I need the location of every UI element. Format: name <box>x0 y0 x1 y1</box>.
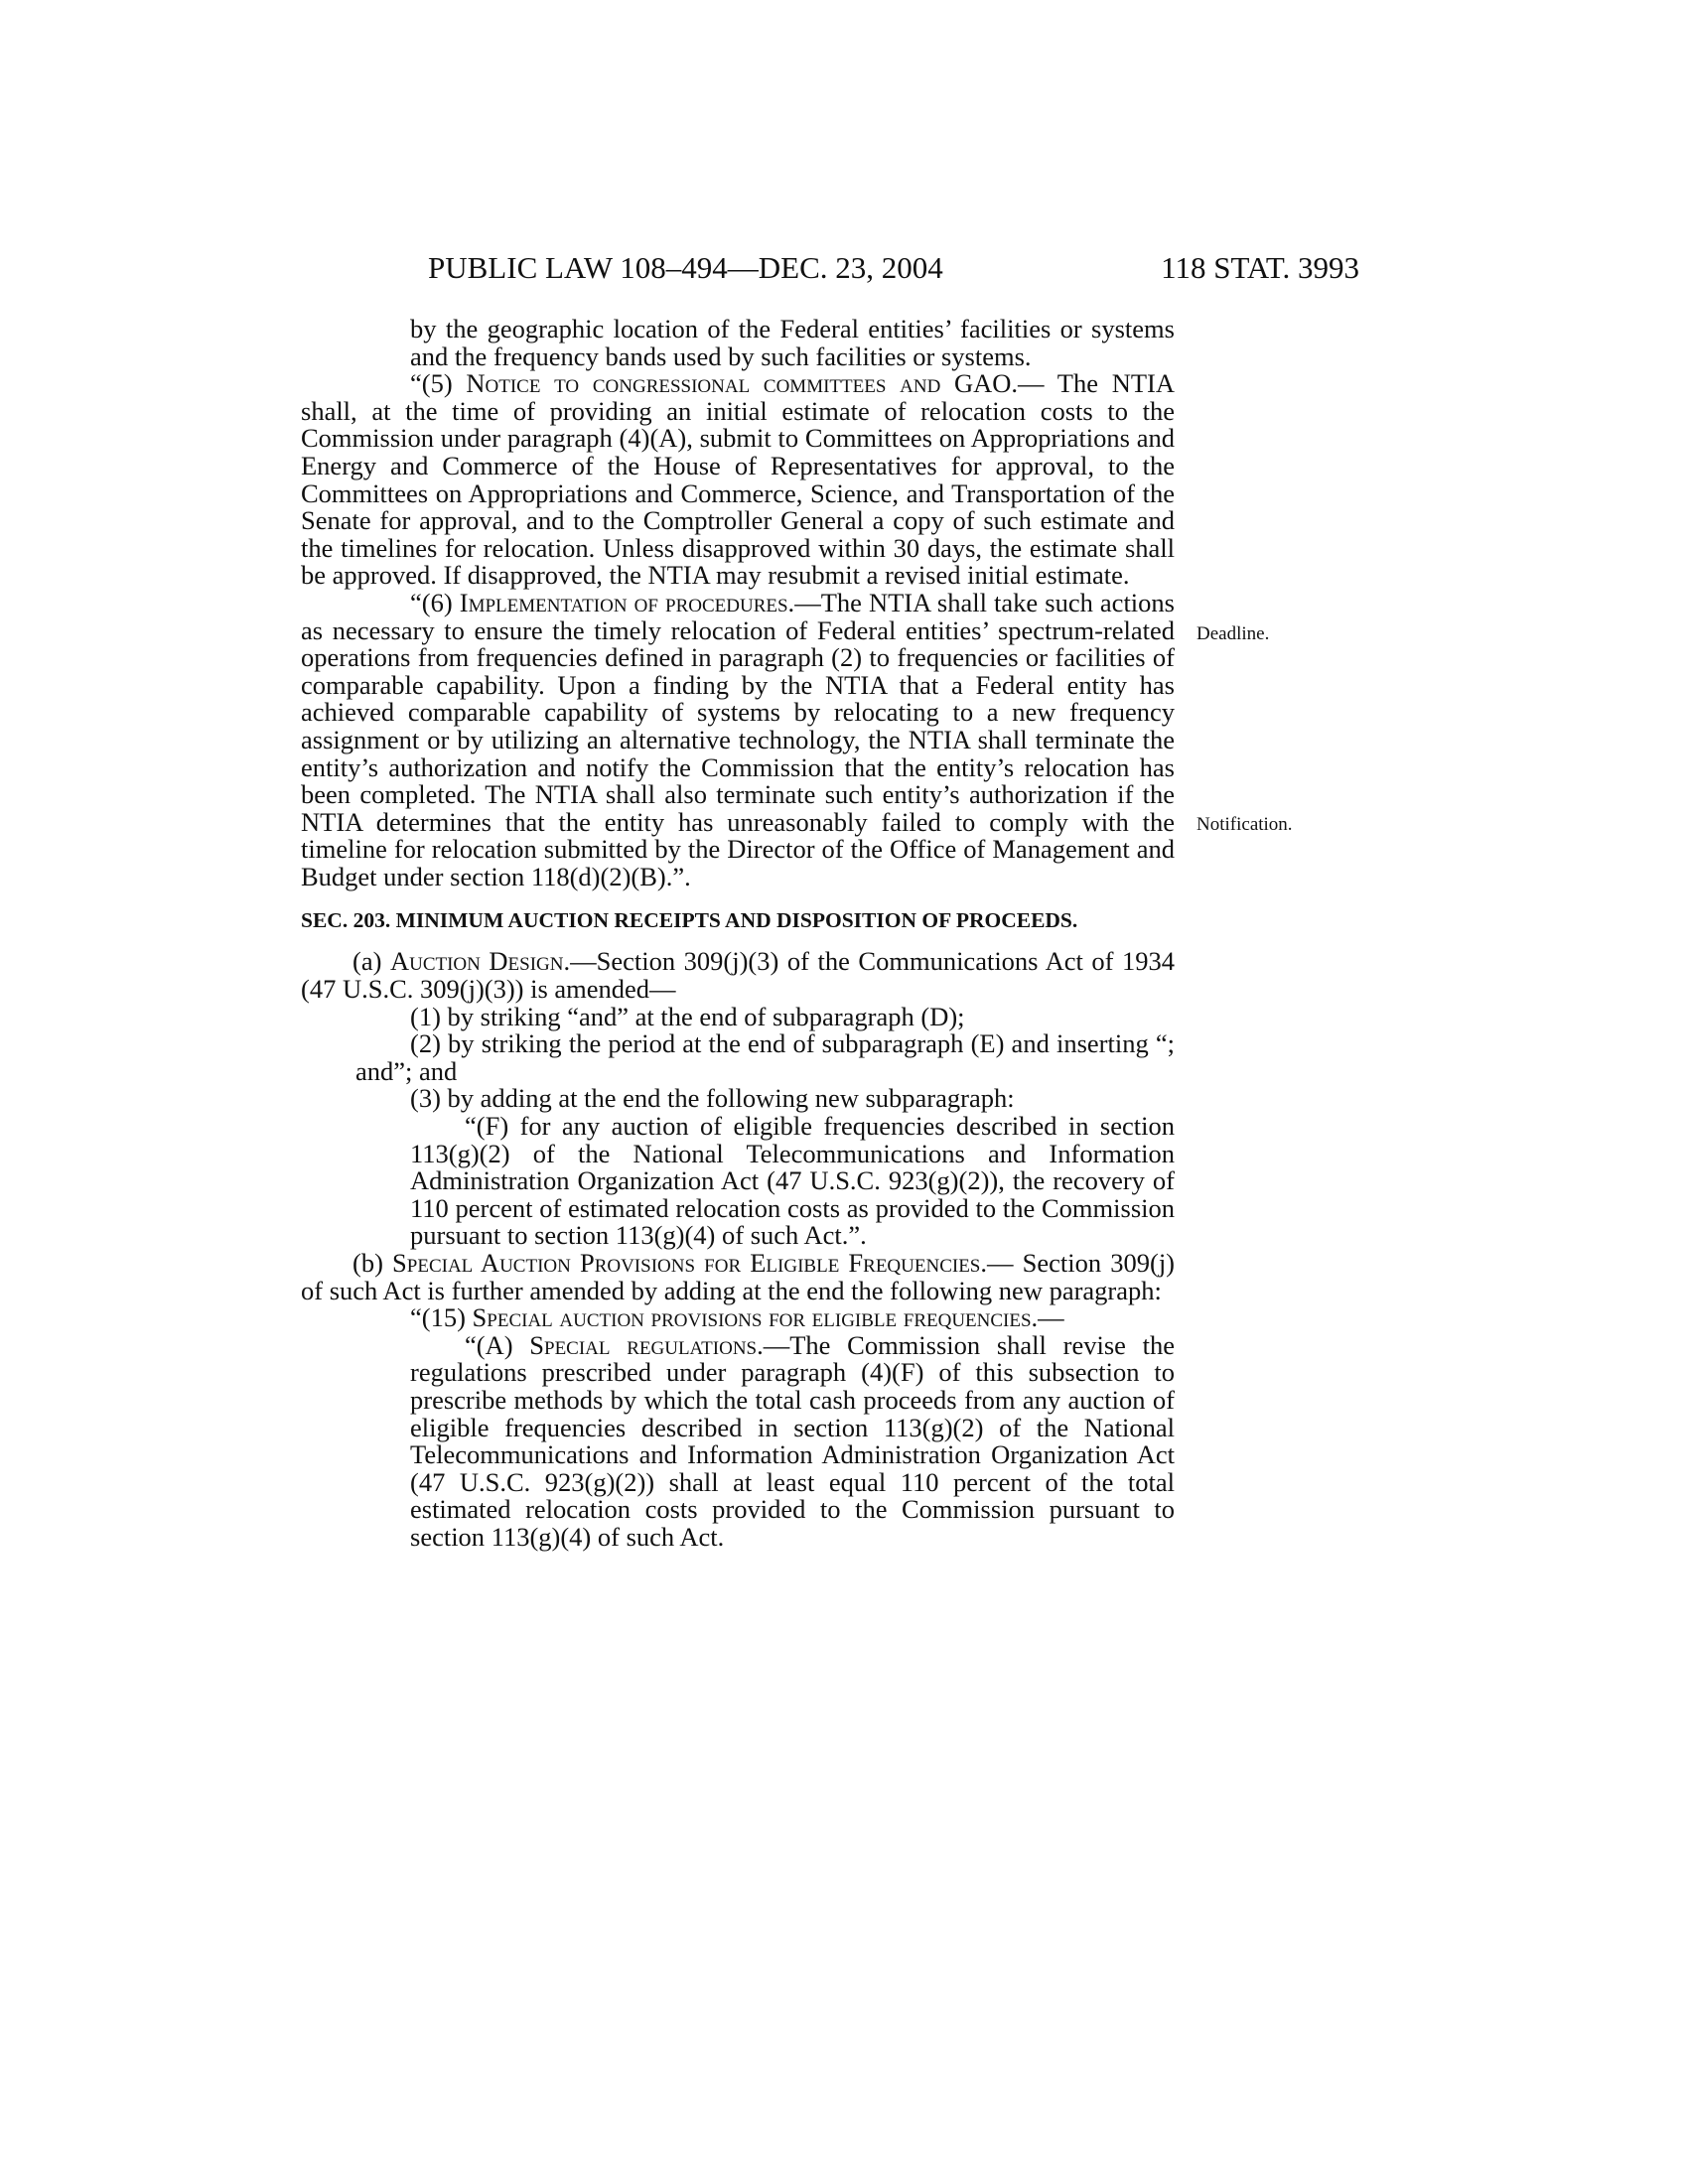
subparagraph-a <box>301 1329 1175 1552</box>
body-text <box>301 316 1175 1552</box>
amendment-item-2: (2) by striking the period at the end of subparagraph (E) and inserting “; and”; and <box>355 1028 1175 1086</box>
section-heading: SEC. 203. MINIMUM AUCTION RECEIPTS AND DISPOSITION OF PROCEEDS. <box>301 908 1078 933</box>
subsection-a-heading: Auction Design. <box>389 946 571 977</box>
subsection-b-heading: Special Auction Provisions for Eligible Frequencies. <box>392 1248 988 1278</box>
paragraph-15-heading: Special auction provisions for eligible frequencies. <box>472 1302 1039 1333</box>
subparagraph-a-heading: Special regulations. <box>529 1329 764 1360</box>
amendment-item-1: (1) by striking “and” at the end of subparagraph (D); <box>410 1001 965 1031</box>
subparagraph-a-text: —The Commission shall revise the regulations prescribed under paragraph (4)(F) of this subsection to prescribe methods by which the total cash proceeds from any auction of eligible frequencies described in section 113(g)(2) of the National Telecommunications and Information Administration Organization Act (47 U.S.C. 923(g)(2)) shall at least equal 110 percent of the total estimated relocation costs provided to the Commission pursuant to section 113(g)(4) of such Act. <box>410 1329 1175 1552</box>
sidenote-notification: Notification. <box>1196 814 1293 835</box>
paragraph-15 <box>301 1304 1175 1332</box>
subsection-a-text: —Section 309(j)(3) of the Communications Act of 1934 (47 U.S.C. 309(j)(3)) is amended— <box>301 946 1176 1005</box>
subsection-b-lead: (b) <box>352 1248 393 1278</box>
subsection-b <box>301 1250 1175 1304</box>
paragraph-5-heading: Notice to congressional committees and GAO. <box>466 368 1019 399</box>
header-page-reference: 118 STAT. 3993 <box>1161 250 1359 285</box>
paragraph-6-lead: “(6) <box>410 587 460 617</box>
sidenote-deadline: Deadline. <box>1196 623 1270 644</box>
subparagraph-f: “(F) for any auction of eligible frequencies described in section 113(g)(2) of the National Telecommunications and Information Administration Organization Act (47 U.S.C. 923(g)(2)), the recovery of 110 percent of estimated relocation costs as provided to the Commission pursuant to section 113(g)(4) of such Act.”. <box>410 1111 1175 1251</box>
subsection-a-lead: (a) <box>352 946 390 977</box>
amendment-item-3: (3) by adding at the end the following new subparagraph: <box>410 1083 1015 1114</box>
paragraph-6-text: —The NTIA shall take such actions as necessary to ensure the timely relocation of Federal entities’ spectrum-related operations from frequencies defined in paragraph (2) to frequencies or facilities of comparable capability. Upon a finding by the NTIA that a Federal entity has achieved comparable capability of systems by relocating to a new frequency assignment or by utilizing an alternative technology, the NTIA shall terminate the entity’s authorization and notify the Commission that the entity’s relocation has been completed. The NTIA shall also terminate such entity’s authorization if the NTIA determines that the entity has unreasonably failed to comply with the timeline for relocation submitted by the Director of the Office of Management and Budget under section 118(d)(2)(B).”. <box>301 587 1175 891</box>
paragraph-continuation: by the geographic location of the Federal entities’ facilities or systems and the frequency bands used by such facilities or systems. <box>410 314 1175 371</box>
paragraph-5 <box>301 370 1175 590</box>
subparagraph-a-lead: “(A) <box>465 1329 530 1360</box>
paragraph-6 <box>301 587 1175 891</box>
paragraph-5-text: — The NTIA shall, at the time of providing an initial estimate of relocation costs to the Commission under paragraph (4)(A), submit to Committees on Appropriations and Energy and Commerce of the House of Representatives for approval, to the Committees on Appropriations and Commerce, Science, and Transportation of the Senate for approval, and to the Comptroller General a copy of such estimate and the timelines for relocation. Unless disapproved within 30 days, the estimate shall be approved. If disapproved, the NTIA may resubmit a revised initial estimate. <box>301 368 1175 591</box>
header-title: PUBLIC LAW 108–494—DEC. 23, 2004 <box>428 250 943 285</box>
running-header <box>428 250 1359 290</box>
paragraph-15-lead: “(15) <box>410 1302 473 1333</box>
subsection-b-text: — Section 309(j) of such Act is further amended by adding at the end the following new paragraph: <box>301 1248 1176 1305</box>
paragraph-6-heading: Implementation of procedures. <box>459 587 795 617</box>
paragraph-5-lead: “(5) <box>410 368 467 399</box>
paragraph-15-text: — <box>1038 1302 1064 1333</box>
subsection-a <box>301 948 1175 1003</box>
